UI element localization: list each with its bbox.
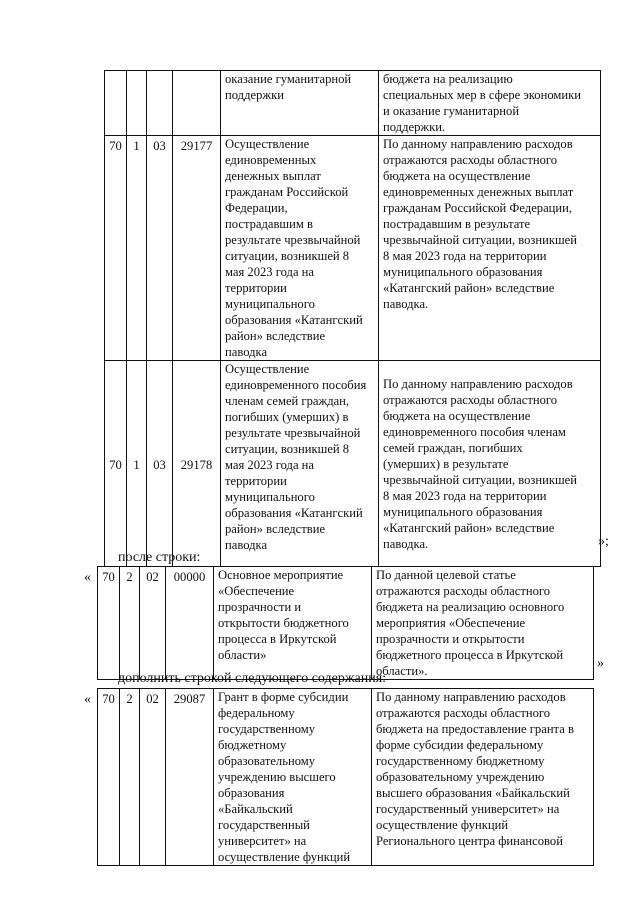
- code-program: 70: [105, 136, 127, 361]
- code-subprogram: 1: [127, 361, 147, 567]
- supplement-label: дополнить строкой следующего содержания:: [118, 671, 387, 686]
- code-program: 70: [98, 689, 120, 866]
- table-row: [105, 136, 601, 361]
- expense-name: Основное мероприятие «Обеспечение прозрачности и открытости бюджетного процесса в Иркутской области»: [218, 568, 349, 662]
- code-direction: 00000: [166, 567, 214, 680]
- expense-name-cell: [214, 689, 372, 866]
- code-direction: 29177: [173, 136, 221, 361]
- closing-quote-mark: »;: [598, 534, 609, 549]
- expense-name-cell: [221, 71, 379, 136]
- expense-name: Осуществление единовременных денежных выплат гражданам Российской Федерации, пострадавшим в результате чрезвычайной ситуации, возникшей 8 мая 2023 года на территории муниципального образования «Катангский район» вследствие паводка: [225, 137, 363, 359]
- table-row: [98, 689, 594, 866]
- expense-description-cell: [372, 689, 594, 866]
- code-event: 03: [147, 361, 173, 567]
- code-program: 70: [98, 567, 120, 680]
- code-event: 02: [140, 567, 166, 680]
- code-direction: 29087: [166, 689, 214, 866]
- after-line-label: после строки:: [118, 550, 201, 565]
- expense-description-cell: [379, 361, 601, 567]
- expense-name-cell: [221, 361, 379, 567]
- code-program: [105, 71, 127, 136]
- budget-table-top: [104, 70, 601, 567]
- code-subprogram: [127, 71, 147, 136]
- code-event: 03: [147, 136, 173, 361]
- open-quote-mark: «: [84, 692, 91, 707]
- expense-description-cell: [379, 136, 601, 361]
- expense-description: По данной целевой статье отражаются расходы областного бюджета на реализацию основного мероприятия «Обеспечение прозрачности и открытости бюджетного процесса в Иркутской области».: [376, 568, 565, 678]
- expense-name: Осуществление единовременного пособия членам семей граждан, погибших (умерших) в результате чрезвычайной ситуации, возникшей 8 мая 2023 года на территории муниципального образования «Катангский район» вследствие паводка: [225, 362, 367, 552]
- expense-name-cell: [214, 567, 372, 680]
- budget-table-middle: [97, 566, 594, 680]
- open-quote-mark: «: [84, 570, 91, 585]
- table-row: [105, 71, 601, 136]
- expense-description: По данному направлению расходов отражаются расходы областного бюджета на осуществление единовременного пособия членам семей граждан, погибших (умерших) в результате чрезвычайной ситуации, возникшей 8 мая 2023 года на территории муниципального образования «Катангский район» вследствие паводка.: [383, 376, 578, 551]
- expense-description: По данному направлению расходов отражаются расходы областного бюджета на осуществление единовременных денежных выплат гражданам Российской Федерации, пострадавшим в результате чрезвычайной ситуации, возникшей 8 мая 2023 года на территории муниципального образования «Катангский район» вследствие паводка.: [383, 137, 578, 311]
- table-row: [98, 567, 594, 680]
- code-direction: 29178: [173, 361, 221, 567]
- budget-table-bottom: [97, 688, 594, 866]
- expense-name-cell: [221, 136, 379, 361]
- table-row: [105, 361, 601, 567]
- code-subprogram: 2: [120, 567, 140, 680]
- code-event: [147, 71, 173, 136]
- expense-description: бюджета на реализацию специальных мер в сфере экономики и оказание гуманитарной поддержки.: [383, 72, 581, 134]
- expense-name: оказание гуманитарной поддержки: [225, 72, 352, 102]
- expense-name: Грант в форме субсидии федеральному государственному бюджетному образовательному учреждению высшего образования «Байкальский государственный университет» на осуществление функций: [218, 690, 351, 864]
- code-direction: [173, 71, 221, 136]
- code-event: 02: [140, 689, 166, 866]
- code-program: 70: [105, 361, 127, 567]
- expense-description: По данному направлению расходов отражаются расходы областного бюджета на предоставление гранта в форме субсидии федеральному государственному бюджетному образовательному учреждению высшего образования «Байкальский государственный университет» на осуществление функций Регионального центра финансовой: [376, 690, 574, 848]
- code-subprogram: 2: [120, 689, 140, 866]
- close-quote-mark: »: [597, 656, 604, 671]
- expense-description-cell: [372, 567, 594, 680]
- expense-description-cell: [379, 71, 601, 136]
- code-subprogram: 1: [127, 136, 147, 361]
